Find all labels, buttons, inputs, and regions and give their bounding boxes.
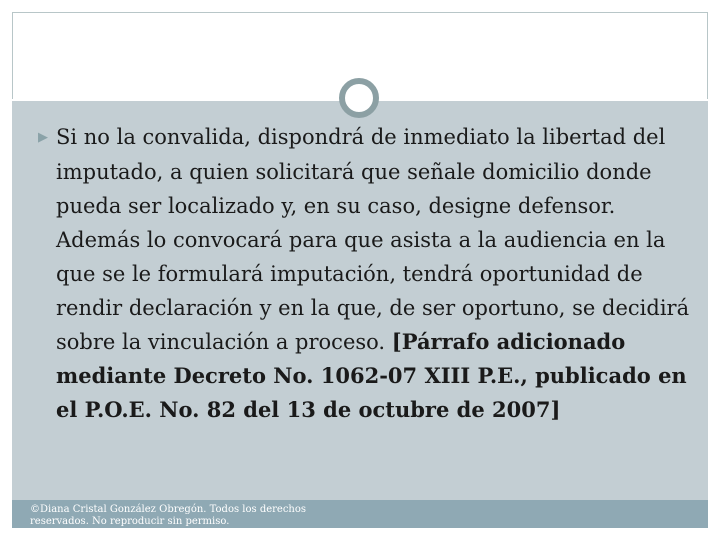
bullet-text-bold: [Párrafo adicionado mediante Decreto No. 1062-07 XIII P.E., publicado en el P.O.E. No. 82 del 13 de octubre de 2007]	[56, 329, 687, 422]
footer-bar	[12, 500, 708, 528]
bullet-arrow-icon: ▶	[38, 130, 48, 145]
circle-ornament-icon	[339, 78, 379, 118]
bullet-list	[38, 120, 698, 427]
bullet-item	[38, 120, 698, 427]
footer-copyright: ©Diana Cristal González Obregón. Todos los derechos reservados. No reproducir sin permiso.	[30, 504, 307, 527]
bullet-text-regular: Si no la convalida, dispondrá de inmediato la libertad del imputado, a quien solicitará que señale domicilio donde pueda ser localizado y, en su caso, designe defensor. Además lo convocará para que asista a la audiencia en la que se le formulará imputación, tendrá oportunidad de rendir declaración y en la que, de ser oportuno, se decidirá sobre la vinculación a proceso.	[56, 125, 690, 354]
